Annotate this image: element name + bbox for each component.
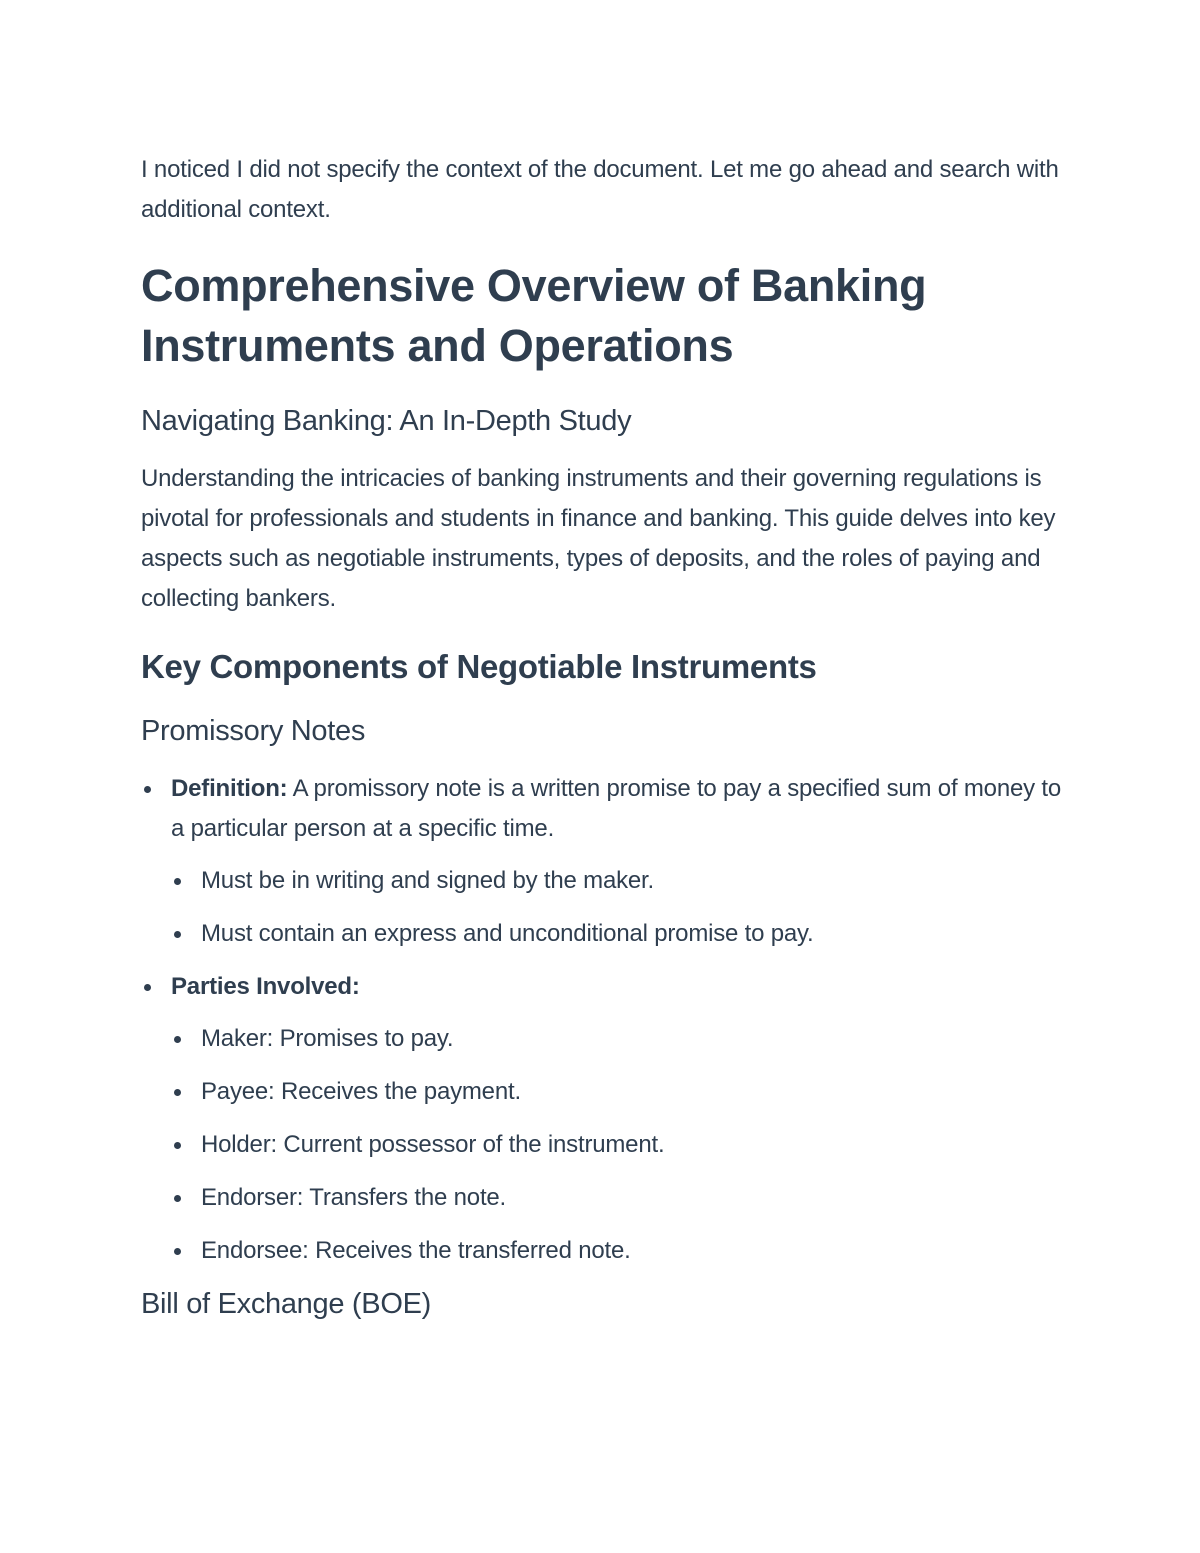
- overview-paragraph: Understanding the intricacies of banking instruments and their governing regulations is pivotal for professionals and students in finance and banking. This guide delves into key aspects such as negotiable instruments, types of deposits, and the roles of paying and collecting bankers.: [141, 465, 1056, 612]
- list-item: Maker: Promises to pay.: [171, 1019, 1071, 1059]
- document-subtitle: Navigating Banking: An In-Depth Study: [141, 405, 632, 437]
- definition-label: Definition:: [171, 775, 288, 802]
- definition-text: A promissory note is a written promise to pay a specified sum of money to a particular person at a specific time.: [171, 775, 1062, 842]
- list-item: Must be in writing and signed by the maker.: [171, 861, 1071, 901]
- parties-label: Parties Involved:: [171, 973, 360, 1000]
- list-item: Endorser: Transfers the note.: [171, 1178, 1071, 1218]
- promissory-notes-list: [141, 769, 1071, 1271]
- parties-sublist: [171, 1019, 1071, 1271]
- list-item: Payee: Receives the payment.: [171, 1072, 1071, 1112]
- list-item-definition: [141, 769, 1071, 954]
- document-title: Comprehensive Overview of Banking Instruments and Operations: [141, 260, 927, 371]
- subsection-heading-promissory-notes: Promissory Notes: [141, 715, 366, 747]
- definition-sublist: [171, 861, 1071, 954]
- section-heading-negotiable-instruments: Key Components of Negotiable Instruments: [141, 648, 817, 685]
- list-item: Holder: Current possessor of the instrument.: [171, 1125, 1071, 1165]
- list-item: Endorsee: Receives the transferred note.: [171, 1231, 1071, 1271]
- list-item: Must contain an express and unconditional promise to pay.: [171, 914, 1071, 954]
- subsection-heading-bill-of-exchange: Bill of Exchange (BOE): [141, 1288, 431, 1320]
- list-item-parties: [141, 967, 1071, 1271]
- document-page: [141, 150, 1071, 1324]
- intro-paragraph: I noticed I did not specify the context of the document. Let me go ahead and search with additional context.: [141, 156, 1059, 223]
